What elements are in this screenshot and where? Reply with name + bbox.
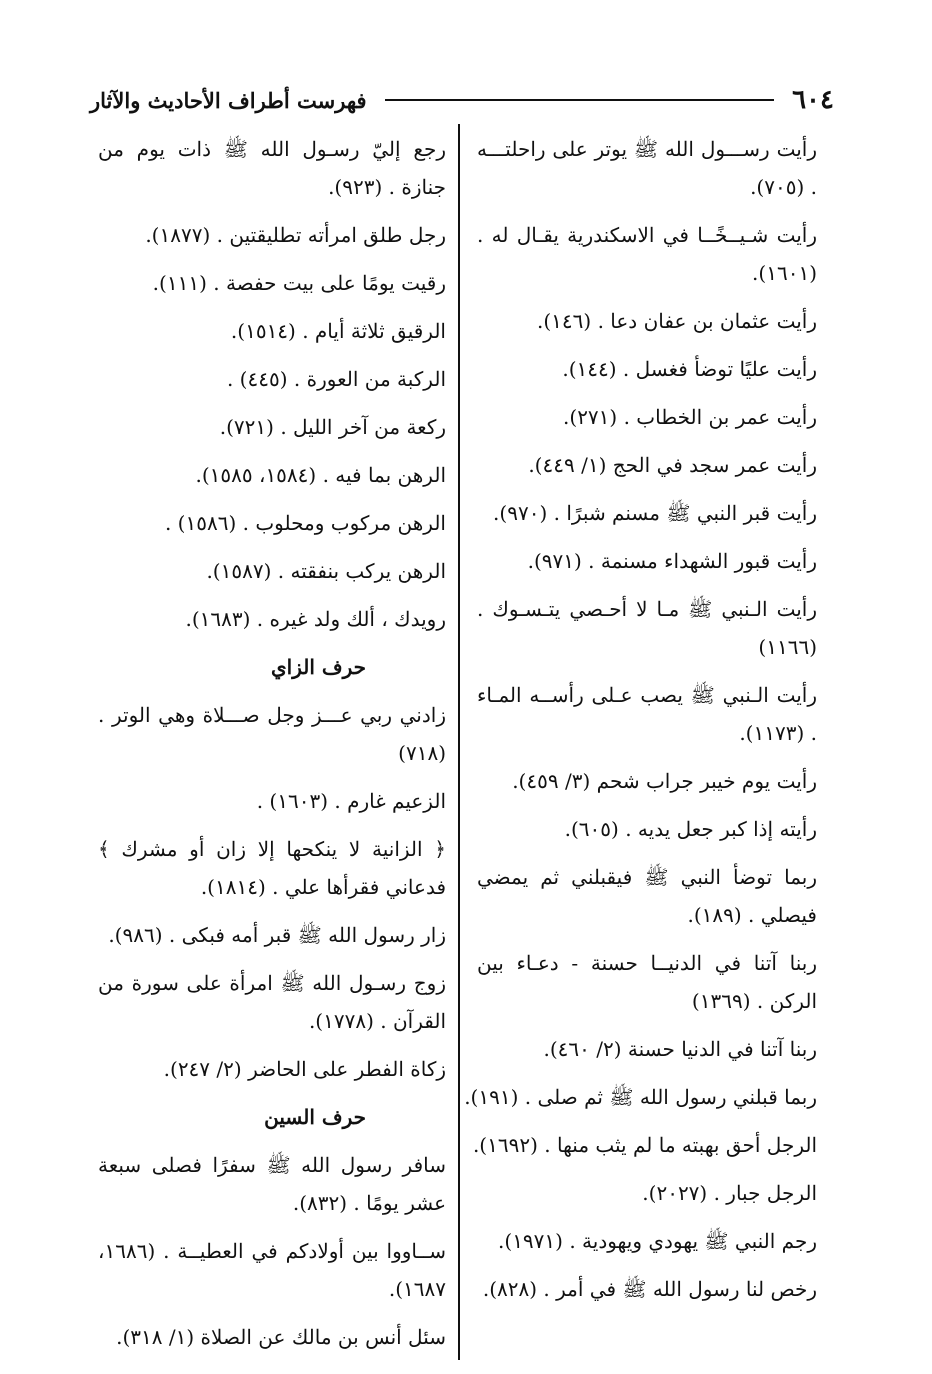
- index-entry: الرهن يركب بنفقته . (١٥٨٧).: [206, 559, 446, 583]
- index-entry: زكاة الفطر على الحاضر (٢/ ٢٤٧).: [163, 1057, 446, 1081]
- section-heading-sin: حرف السين: [264, 1105, 366, 1129]
- index-entry: ربنا آتنا في الدنيــا حسنة - دعـاء بين الركن . (١٣٦٩): [477, 951, 817, 1013]
- index-entry: الرجل أحق بهبته ما لم يثب منها . (١٦٩٢).: [472, 1133, 817, 1157]
- section-heading-zay: حرف الزاي: [271, 655, 366, 679]
- column-divider: [458, 124, 460, 1360]
- index-entry: رأيته إذا كبر جعل يديه . (٦٠٥).: [564, 817, 817, 841]
- index-entry: رخص لنا رسول الله ﷺ في أمر . (٨٢٨).: [482, 1277, 817, 1301]
- index-entry: ربما توضأ النبي ﷺ فيقبلني ثم يمضي فيصلي . (١٨٩).: [477, 865, 817, 927]
- index-entry: سئل أنس بن مالك عن الصلاة (١/ ٣١٨).: [116, 1325, 446, 1349]
- index-entry: ربنا آتنا في الدنيا حسنة (٢/ ٤٦٠).: [543, 1037, 817, 1061]
- index-entry: سافر رسول الله ﷺ سفرًا فصلى سبعة عشر يومًا . (٨٣٢).: [98, 1153, 446, 1215]
- header-rule: [385, 99, 775, 101]
- index-entry: رأيت الـنبي ﷺ مـا لا أحـصي يتـسـوك . (١١٦٦): [477, 597, 817, 659]
- index-entry: رأيت عمر بن الخطاب . (٢٧١).: [563, 405, 817, 429]
- index-entry: ركعة من آخر الليل . (٧٢١).: [219, 415, 446, 439]
- index-entry: الرجل جبار . (٢٠٢٧).: [642, 1181, 817, 1205]
- left-column: [98, 130, 446, 1360]
- index-entry: رجم النبي ﷺ يهودي ويهودية . (١٩٧١).: [498, 1229, 817, 1253]
- index-entry: رجع إليّ رسـول الله ﷺ ذات يوم من جنازة . (٩٢٣).: [98, 137, 446, 199]
- index-entry: رأيت يوم خيبر جراب شحم (٣/ ٤٥٩).: [512, 769, 817, 793]
- index-entry: رأيت عثمان بن عفان دعا . (١٤٦).: [537, 309, 817, 333]
- index-entry: الزعيم غارم . (١٦٠٣) .: [256, 789, 446, 813]
- index-entry: رأيت قبور الشهداء مسنمة . (٩٧١).: [527, 549, 817, 573]
- index-entry: رأيت رســـول الله ﷺ يوتر على راحلتـــه . (٧٠٥).: [477, 137, 817, 199]
- index-entry: رويدك ، ألك ولد غيره . (١٦٨٣).: [185, 607, 446, 631]
- index-entry: رأيت الـنبي ﷺ يصب عـلى رأســه المـاء . (١١٧٣).: [477, 683, 817, 745]
- index-entry: رقيت يومًا على بيت حفصة . (١١١).: [152, 271, 446, 295]
- index-entry: ﴿ الزانية لا ينكحها إلا زان أو مشرك ﴾ فدعاني فقرأها علي . (١٨١٤).: [98, 837, 446, 899]
- right-column: [464, 130, 817, 1360]
- index-entry: الركبة من العورة . (٤٤٥) .: [226, 367, 446, 391]
- page-header: [90, 78, 834, 122]
- page-number: ٦٠٤: [792, 85, 834, 115]
- index-entry: الرقيق ثلاثة أيام . (١٥١٤).: [230, 319, 446, 343]
- index-entry: رأيت عمر سجد في الحج (١/ ٤٤٩).: [528, 453, 817, 477]
- index-entry: رأيت عليًا توضأ فغسل . (١٤٤).: [562, 357, 817, 381]
- index-entry: زار رسول الله ﷺ قبر أمه فبكى . (٩٨٦).: [108, 923, 446, 947]
- index-entry: ســاووا بين أولادكم في العطيــة . (١٦٨٦، ١٦٨٧).: [98, 1239, 446, 1301]
- index-entry: زادني ربي عـــز وجل صـــلاة وهي الوتر . (٧١٨): [98, 703, 446, 765]
- index-entry: الرهن بما فيه . (١٥٨٤، ١٥٨٥).: [195, 463, 446, 487]
- running-title: فهرست أطراف الأحاديث والآثار: [90, 87, 367, 113]
- index-entry: ربما قبلني رسول الله ﷺ ثم صلى . (١٩١).: [464, 1085, 817, 1109]
- index-entry: رأيت قبر النبي ﷺ مسنم شبرًا . (٩٧٠).: [493, 501, 817, 525]
- index-entry: زوج رسـول الله ﷺ امرأة على سورة من القرآن . (١٧٧٨).: [98, 971, 446, 1033]
- index-entry: رجل طلق امرأته تطليقتين . (١٨٧٧).: [145, 223, 446, 247]
- index-entry: رأيت شـيــخًــا في الاسكندرية يقـال له . (١٦٠١).: [477, 223, 817, 285]
- index-entry: الرهن مركوب ومحلوب . (١٥٨٦) .: [164, 511, 446, 535]
